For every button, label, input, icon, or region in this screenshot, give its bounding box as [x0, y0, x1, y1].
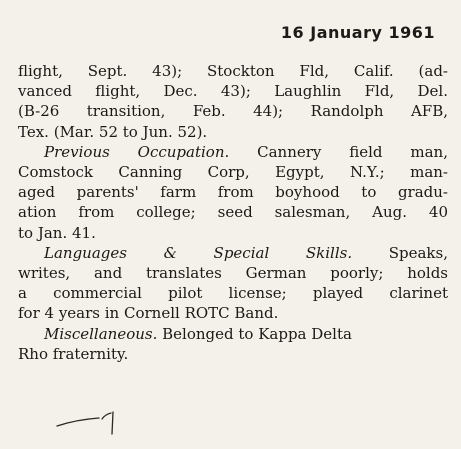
text-line: Tex. (Mar. 52 to Jun. 52).	[18, 122, 208, 141]
miscellaneous-heading: Miscellaneous.	[44, 324, 158, 343]
page-date: 16 January 1961	[280, 23, 435, 42]
text-line	[18, 142, 448, 162]
text-line: to Jan. 41.	[18, 223, 96, 242]
previous-occupation-heading: Previous Occupation.	[44, 142, 230, 161]
text-line: aged parents' farm from boyhood to gradu-	[18, 183, 448, 202]
text-run: Belonged to Kappa Delta	[157, 324, 352, 343]
text-line: (B-26 transition, Feb. 44); Randolph AFB,	[18, 102, 448, 121]
text-line: flight, Sept. 43); Stockton Fld, Calif. (ad-	[18, 62, 448, 80]
handwritten-mark	[55, 410, 125, 440]
text-line	[18, 324, 448, 344]
text-line: for 4 years in Cornell ROTC Band.	[18, 304, 279, 323]
miscellaneous-paragraph	[18, 324, 448, 364]
languages-skills-paragraph	[18, 243, 448, 324]
text-line: writes, and translates German poorly; holds	[18, 264, 448, 283]
text-line: vanced flight, Dec. 43); Laughlin Fld, Del.	[18, 82, 448, 101]
text-line: Rho fraternity.	[18, 344, 129, 363]
text-run: Cannery field man,	[229, 142, 448, 161]
text-run: Speaks,	[352, 243, 448, 262]
document-body	[18, 61, 448, 364]
text-line: a commercial pilot license; played clarinet	[18, 284, 448, 303]
previous-occupation-paragraph	[18, 142, 448, 243]
text-line	[18, 243, 448, 263]
text-line: ation from college; seed salesman, Aug. 40	[18, 203, 448, 222]
text-line: Comstock Canning Corp, Egypt, N.Y.; man-	[18, 163, 448, 182]
languages-skills-heading: Languages & Special Skills.	[44, 243, 353, 262]
training-paragraph	[18, 61, 448, 142]
